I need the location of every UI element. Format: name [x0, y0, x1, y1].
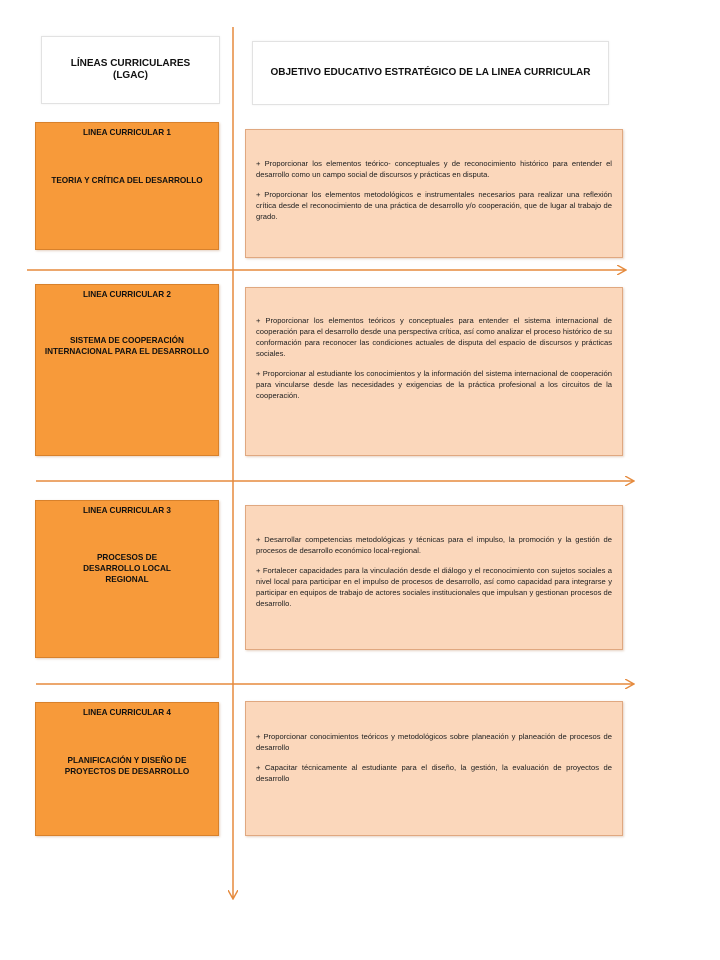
objective-4-1: + Proporcionar conocimientos teóricos y metodológicos sobre planeación y planeación de procesos de desarrollo [256, 732, 612, 752]
curricular-line-3-objectives [245, 505, 623, 650]
header-objetivo-educativo [252, 41, 609, 105]
curricular-line-2-label: LINEA CURRICULAR 2 [83, 290, 171, 299]
objective-1-2: + Proporcionar los elementos metodológicos e instrumentales necesarios para realizar una reflexión crítica desde el reconocimiento de una práctica de desarrollo y/o cooperación, que de lugar al trabajo de grado. [256, 190, 612, 221]
curricular-line-4-label: LINEA CURRICULAR 4 [83, 708, 171, 717]
curricular-line-1-title: TEORIA Y CRÍTICA DEL DESARROLLO [51, 176, 203, 185]
objective-3-1: + Desarrollar competencias metodológicas y técnicas para el impulso, la promoción y la gestión de procesos de desarrollo económico local-regional. [256, 535, 612, 555]
header-lineas-curriculares [41, 36, 220, 104]
curricular-line-3-title: PROCESOS DE DESARROLLO LOCAL REGIONAL [83, 553, 171, 585]
objective-3-2: + Fortalecer capacidades para la vinculación desde el diálogo y el reconocimiento con sujetos sociales a nivel local para participar en el impulso de procesos de desarrollo, así como capacidad para integrarse y participar en equipos de trabajo de actores sociales institucionales que impulsan y gestionan procesos de desarrollo. [256, 566, 612, 608]
objective-2-2: + Proporcionar al estudiante los conocimientos y la información del sistema internacional de cooperación para vincularse desde las necesidades y exigencias de la práctica profesional a los circuitos de la cooperación. [256, 369, 612, 400]
curricular-line-1-label: LINEA CURRICULAR 1 [83, 128, 171, 137]
curricular-line-4-title: PLANIFICACIÓN Y DISEÑO DE PROYECTOS DE DESARROLLO [64, 756, 190, 777]
objective-2-1: + Proporcionar los elementos teóricos y conceptuales para entender el sistema internacional de cooperación para el desarrollo desde una perspectiva crítica, así como analizar el proceso histórico de su conformación para reconocer las condiciones actuales de disputa del espacio de discursos y prácticas sociales. [256, 316, 612, 358]
curricular-line-4-objectives [245, 701, 623, 836]
curricular-line-1-objectives [245, 129, 623, 258]
header-left-title-line1: LÍNEAS CURRICULARES [70, 57, 191, 69]
curricular-line-2-objectives [245, 287, 623, 456]
curricular-line-4-box [35, 702, 219, 836]
curricular-line-3-label: LINEA CURRICULAR 3 [83, 506, 171, 515]
curricular-line-3-box [35, 500, 219, 658]
objective-4-2: + Capacitar técnicamente al estudiante para el diseño, la gestión, la evaluación de proyectos de desarrollo [256, 763, 612, 783]
header-right-title: OBJETIVO EDUCATIVO ESTRATÉGICO DE LA LINEA CURRICULAR [270, 66, 591, 78]
curricular-line-2-box [35, 284, 219, 456]
curricular-line-1-box [35, 122, 219, 250]
curricular-line-2-title: SISTEMA DE COOPERACIÓN INTERNACIONAL PARA EL DESARROLLO [44, 336, 210, 357]
header-left-title-line2: (LGAC) [112, 70, 148, 81]
objective-1-1: + Proporcionar los elementos teórico- conceptuales y de reconocimiento histórico para entender el desarrollo como un campo social de discursos y prácticas en disputa. [256, 159, 612, 179]
